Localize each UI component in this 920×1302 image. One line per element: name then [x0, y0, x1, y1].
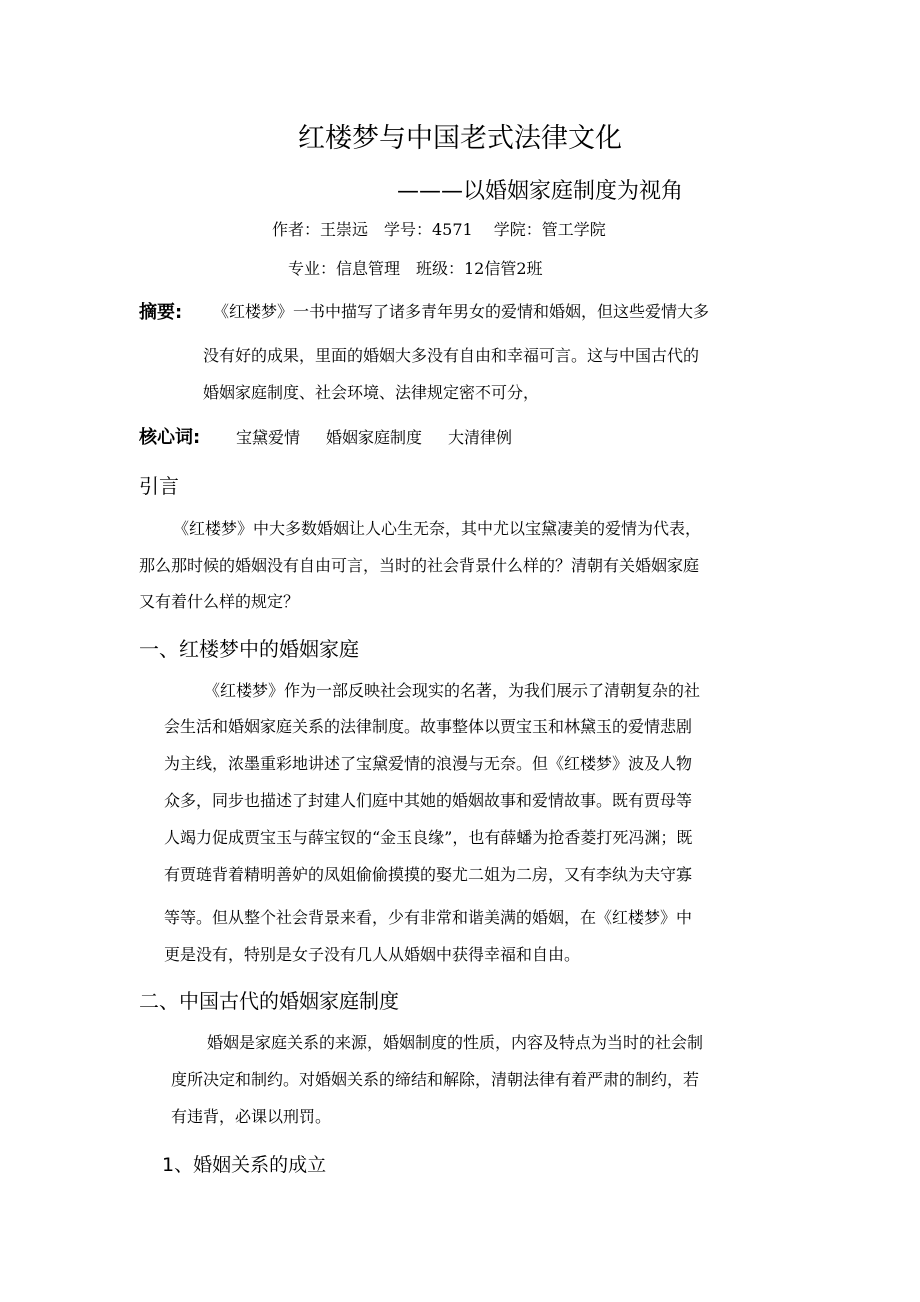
section1-heading: 一、红楼梦中的婚姻家庭 [139, 637, 359, 661]
section2-line: 有违背，必课以刑罚。 [171, 1107, 332, 1126]
intro-line: 那么那时候的婚姻没有自由可言，当时的社会背景什么样的？清朝有关婚姻家庭 [139, 556, 700, 575]
section1-line: 会生活和婚姻家庭关系的法律制度。故事整体以贾宝玉和林黛玉的爱情悲剧 [164, 717, 693, 736]
keyword: 婚姻家庭制度 [326, 428, 423, 447]
intro-line: 《红楼梦》中大多数婚姻让人心生无奈，其中尤以宝黛凄美的爱情为代表， [173, 519, 702, 538]
page-subtitle: ———以婚姻家庭制度为视角 [397, 179, 684, 204]
section1-line: 等等。但从整个社会背景来看，少有非常和谐美满的婚姻，在《红楼梦》中 [164, 908, 693, 927]
intro-line: 又有着什么样的规定？ [139, 592, 300, 611]
keywords-list [236, 425, 512, 448]
section1-line: 人竭力促成贾宝玉与薛宝钗的“金玉良缘”，也有薛蟠为抢香菱打死冯渊；既 [164, 828, 693, 847]
keyword: 大清律例 [448, 428, 513, 447]
abstract-line: 没有好的成果，里面的婚姻大多没有自由和幸福可言。这与中国古代的 [203, 346, 700, 365]
section1-line: 众多，同步也描述了封建人们庭中其她的婚姻故事和爱情故事。既有贾母等 [164, 791, 693, 810]
section2-line: 度所决定和制约。对婚姻关系的缔结和解除，清朝法律有着严肃的制约，若 [171, 1070, 700, 1089]
section2-heading: 二、中国古代的婚姻家庭制度 [139, 989, 399, 1013]
abstract-line: 《红楼梦》一书中描写了诸多青年男女的爱情和婚姻，但这些爱情大多 [213, 302, 710, 321]
page-title: 红楼梦与中国老式法律文化 [298, 123, 622, 154]
author-line: 作者：王崇远 学号：4571 学院：管工学院 [272, 220, 606, 239]
section1-line: 《红楼梦》作为一部反映社会现实的名著，为我们展示了清朝复杂的社 [204, 681, 701, 700]
section1-line: 更是没有，特别是女子没有几人从婚姻中获得幸福和自由。 [164, 945, 581, 964]
section1-line: 为主线，浓墨重彩地讲述了宝黛爱情的浪漫与无奈。但《红楼梦》波及人物 [164, 754, 693, 773]
major-line: 专业：信息管理 班级：12信管2班 [288, 259, 543, 278]
abstract-line: 婚姻家庭制度、社会环境、法律规定密不可分， [203, 383, 540, 402]
intro-heading: 引言 [139, 474, 179, 498]
section2-line: 婚姻是家庭关系的来源，婚姻制度的性质，内容及特点为当时的社会制 [207, 1033, 704, 1052]
keywords-label: 核心词: [139, 427, 201, 448]
section1-line: 有贾琏背着精明善妒的凤姐偷偷摸摸的娶尤二姐为二房，又有李纨为夫守寡 [164, 865, 693, 884]
subsection1-heading: 1、婚姻关系的成立 [162, 1154, 327, 1176]
keyword: 宝黛爱情 [236, 428, 301, 447]
abstract-label: 摘要: [139, 302, 183, 323]
